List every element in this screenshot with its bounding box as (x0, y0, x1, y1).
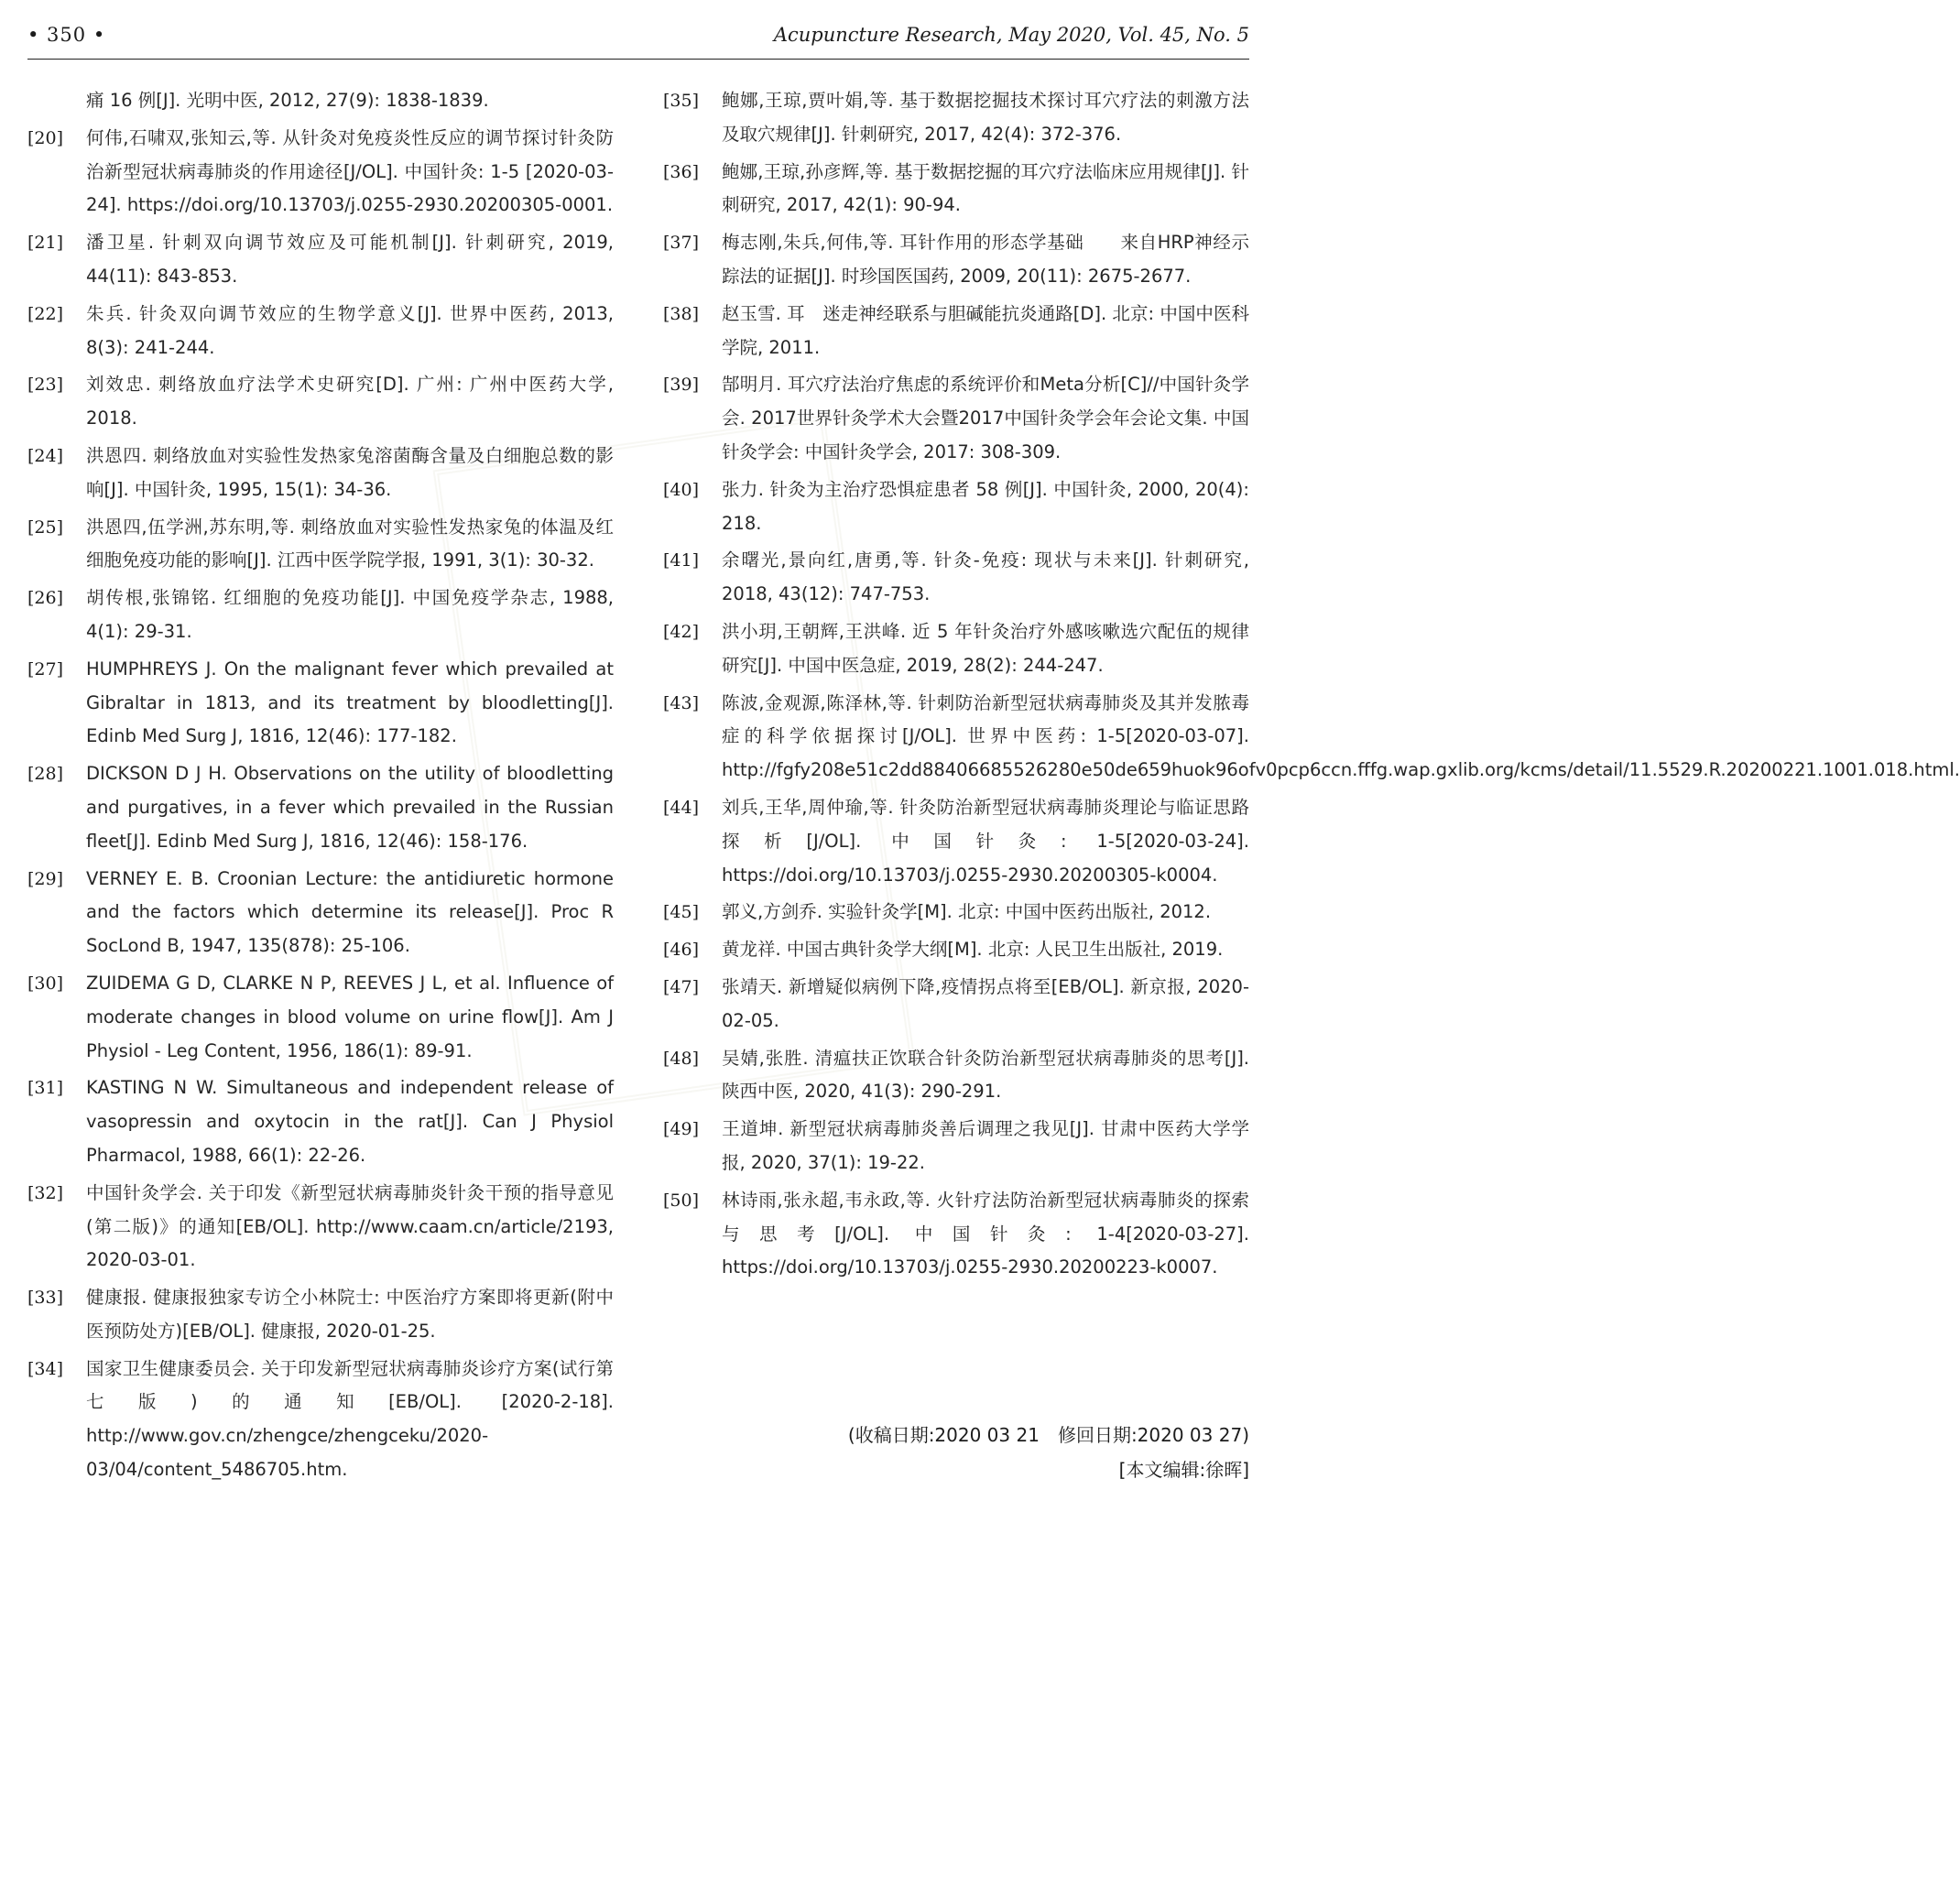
reference-item (27, 967, 614, 1068)
reference-text: 洪小玥,王朝辉,王洪峰. 近 5 年针灸治疗外感咳嗽选穴配伍的规律研究[J]. 中国中医急症, 2019, 28(2): 244-247. (722, 620, 1249, 676)
reference-number: [37] (663, 233, 700, 254)
reference-item (663, 544, 1249, 612)
reference-item (27, 1071, 614, 1172)
journal-title: Acupuncture Research, May 2020, Vol. 45, No. 5 (773, 24, 1249, 46)
reference-number: [20] (27, 127, 64, 148)
reference-item (663, 1113, 1249, 1180)
reference-text: 鲍娜,王琼,贾叶娟,等. 基于数据挖掘技术探讨耳穴疗法的刺激方法及取穴规律[J]. 针刺研究, 2017, 42(4): 372-376. (722, 90, 1249, 145)
reference-column-left (27, 84, 614, 1491)
reference-text: 林诗雨,张永超,韦永政,等. 火针疗法防治新型冠状病毒肺炎的探索与思考[J/OL]. 中国针灸: 1-4[2020-03-27]. https://doi.org/10.13703/j.0255-2930.20200223-k0007. (722, 1189, 1249, 1278)
reference-number: [21] (27, 233, 64, 254)
reference-item (27, 1281, 614, 1349)
reference-number: [25] (27, 517, 64, 538)
reference-number: [30] (27, 973, 64, 994)
reference-number: [50] (663, 1190, 700, 1211)
reference-item (663, 298, 1249, 365)
reference-item (27, 226, 614, 294)
reference-item (27, 863, 614, 963)
reference-number: [33] (27, 1288, 64, 1309)
reference-item (27, 440, 614, 507)
reference-number: [46] (663, 940, 700, 961)
reference-item (663, 156, 1249, 223)
reference-text: 张靖天. 新增疑似病例下降,疫情拐点将至[EB/OL]. 新京报, 2020-02-05. (722, 975, 1249, 1031)
reference-number: [22] (27, 303, 64, 324)
reference-text: 梅志刚,朱兵,何伟,等. 耳针作用的形态学基础 来自HRP神经示踪法的证据[J]. 时珍国医国药, 2009, 20(11): 2675-2677. (722, 232, 1249, 287)
reference-column-right (663, 84, 1960, 1289)
reference-item (663, 791, 1249, 892)
reference-text: 黄龙祥. 中国古典针灸学大纲[M]. 北京: 人民卫生出版社, 2019. (722, 939, 1224, 961)
reference-item (27, 122, 614, 223)
reference-text: HUMPHREYS J. On the malignant fever which prevailed at Gibraltar in 1813, and its treatment by bloodletting[J]. Edinb Med Surg J, 1816, 12(46): 177-182. (86, 658, 614, 747)
reference-item (27, 298, 614, 365)
reference-item (27, 757, 614, 858)
reference-item (663, 933, 1249, 967)
reference-item (663, 368, 1249, 469)
reference-number: [35] (663, 91, 700, 111)
reference-item (663, 896, 1249, 930)
reference-number: [34] (27, 1358, 64, 1379)
header-rule (27, 59, 1249, 60)
reference-text: 郜明月. 耳穴疗法治疗焦虑的系统评价和Meta分析[C]//中国针灸学会. 2017世界针灸学术大会暨2017中国针灸学会年会论文集. 中国针灸学会: 中国针灸学会, 2017: 308-309. (722, 374, 1249, 462)
reference-number: [23] (27, 375, 64, 396)
editor-note: [本文编辑:徐晖] (1118, 1459, 1249, 1481)
reference-text: KASTING N W. Simultaneous and independent release of vasopressin and oxytocin in the rat[J]. Can J Physiol Pharmacol, 1988, 66(1): 22-26. (86, 1077, 614, 1166)
reference-number: [39] (663, 375, 700, 396)
reference-number: [44] (663, 797, 700, 818)
reference-number: [45] (663, 902, 700, 923)
page-number: • 350 • (27, 24, 106, 46)
reference-text: 吴婧,张胜. 清瘟扶正饮联合针灸防治新型冠状病毒肺炎的思考[J]. 陕西中医, 2020, 41(3): 290-291. (722, 1047, 1249, 1103)
article-footer (663, 1418, 1249, 1487)
reference-text: 朱兵. 针灸双向调节效应的生物学意义[J]. 世界中医药, 2013, 8(3): 241-244. (86, 302, 614, 358)
reference-item (663, 1184, 1249, 1285)
page-header (27, 24, 1249, 55)
reference-number: [26] (27, 588, 64, 609)
reference-number: [32] (27, 1182, 64, 1203)
reference-item (27, 368, 614, 436)
reference-text: 何伟,石啸双,张知云,等. 从针灸对免疫炎性反应的调节探讨针灸防治新型冠状病毒肺炎的作用途径[J/OL]. 中国针灸: 1-5 [2020-03-24]. https://doi.org/10.13703/j.0255-2930.20200305-0001. (86, 126, 614, 216)
reference-text: 痛 16 例[J]. 光明中医, 2012, 27(9): 1838-1839. (86, 90, 489, 111)
reference-text: DICKSON D J H. Observations on the utility of bloodletting and purgatives, in a fever which prevailed in the Russian fleet[J]. Edinb Med Surg J, 1816, 12(46): 158-176. (86, 763, 614, 852)
reference-item (27, 511, 614, 579)
reference-text: 陈波,金观源,陈泽林,等. 针刺防治新型冠状病毒肺炎及其并发脓毒症的科学依据探讨[J/OL]. 世界中医药: 1-5[2020-03-07]. http://fgfy208e51c2dd88406685526280e50de659huok96ofv0pcp6ccn.fffg.wap.gxlib.org/kcms/detail/11.5529.R.20200221.1001.018.html. (722, 691, 1960, 781)
reference-number: [27] (27, 658, 64, 680)
received-revised-dates: (收稿日期:2020 03 21 修回日期:2020 03 27) (847, 1424, 1249, 1446)
reference-item (663, 84, 1249, 152)
reference-text: VERNEY E. B. Croonian Lecture: the antidiuretic hormone and the factors which determine its release[J]. Proc R SocLond B, 1947, 135(878): 25-106. (86, 867, 614, 957)
reference-number: [29] (27, 868, 64, 889)
reference-text: 洪恩四,伍学洲,苏东明,等. 刺络放血对实验性发热家兔的体温及红细胞免疫功能的影响[J]. 江西中医学院学报, 1991, 3(1): 30-32. (86, 516, 614, 571)
reference-number: [41] (663, 550, 700, 571)
reference-number: [42] (663, 621, 700, 642)
reference-text: 余曙光,景向红,唐勇,等. 针灸-免疫: 现状与未来[J]. 针刺研究, 2018, 43(12): 747-753. (722, 549, 1249, 605)
reference-text: 刘兵,王华,周仲瑜,等. 针灸防治新型冠状病毒肺炎理论与临证思路探析[J/OL]. 中国针灸: 1-5[2020-03-24]. https://doi.org/10.13703/j.0255-2930.20200305-k0004. (722, 796, 1249, 886)
reference-number: [49] (663, 1119, 700, 1140)
reference-text: 洪恩四. 刺络放血对实验性发热家兔溶菌酶含量及白细胞总数的影响[J]. 中国针灸, 1995, 15(1): 34-36. (86, 444, 614, 500)
reference-item (663, 971, 1249, 1038)
reference-text: 胡传根,张锦铭. 红细胞的免疫功能[J]. 中国免疫学杂志, 1988, 4(1): 29-31. (86, 587, 614, 642)
reference-text: 郭义,方剑乔. 实验针灸学[M]. 北京: 中国中医药出版社, 2012. (722, 901, 1212, 923)
reference-number: [28] (27, 764, 64, 785)
reference-item (663, 226, 1249, 294)
reference-number: [24] (27, 445, 64, 466)
reference-text: 张力. 针灸为主治疗恐惧症患者 58 例[J]. 中国针灸, 2000, 20(4): 218. (722, 478, 1249, 534)
reference-item (27, 1353, 614, 1487)
reference-item (27, 653, 614, 754)
reference-number: [38] (663, 303, 700, 324)
reference-item (27, 1177, 614, 1278)
reference-number: [40] (663, 479, 700, 500)
reference-number: [43] (663, 692, 700, 713)
reference-text: 王道坤. 新型冠状病毒肺炎善后调理之我见[J]. 甘肃中医药大学学报, 2020, 37(1): 19-22. (722, 1118, 1249, 1173)
reference-text: 国家卫生健康委员会. 关于印发新型冠状病毒肺炎诊疗方案(试行第七版)的通知[EB/OL]. [2020-2-18]. http://www.gov.cn/zhengce/zhengceku/2020-03/04/content_5486705.htm. (86, 1357, 614, 1481)
reference-text: 潘卫星. 针刺双向调节效应及可能机制[J]. 针刺研究, 2019, 44(11): 843-853. (86, 232, 614, 287)
reference-item (663, 1042, 1249, 1110)
reference-text: 健康报. 健康报独家专访仝小林院士: 中医治疗方案即将更新(附中医预防处方)[EB/OL]. 健康报, 2020-01-25. (86, 1287, 614, 1342)
reference-text: 鲍娜,王琼,孙彦辉,等. 基于数据挖掘的耳穴疗法临床应用规律[J]. 针刺研究, 2017, 42(1): 90-94. (722, 160, 1249, 216)
reference-number: [36] (663, 161, 700, 182)
reference-item (27, 84, 614, 118)
reference-item (663, 615, 1249, 683)
reference-text: 中国针灸学会. 关于印发《新型冠状病毒肺炎针灸干预的指导意见(第二版)》的通知[EB/OL]. http://www.caam.cn/article/2193, 2020-03-01. (86, 1181, 614, 1271)
reference-text: ZUIDEMA G D, CLARKE N P, REEVES J L, et al. Influence of moderate changes in blood volume on urine flow[J]. Am J Physiol - Leg Content, 1956, 186(1): 89-91. (86, 972, 614, 1061)
reference-text: 刘效忠. 刺络放血疗法学术史研究[D]. 广州: 广州中医药大学, 2018. (86, 374, 614, 430)
reference-number: [47] (663, 976, 700, 997)
reference-item (663, 473, 1249, 541)
reference-number: [31] (27, 1078, 64, 1099)
reference-number: [48] (663, 1048, 700, 1069)
reference-item (27, 582, 614, 649)
reference-text: 赵玉雪. 耳 迷走神经联系与胆碱能抗炎通路[D]. 北京: 中国中医科学院, 2011. (722, 302, 1249, 358)
reference-item (663, 687, 1960, 788)
